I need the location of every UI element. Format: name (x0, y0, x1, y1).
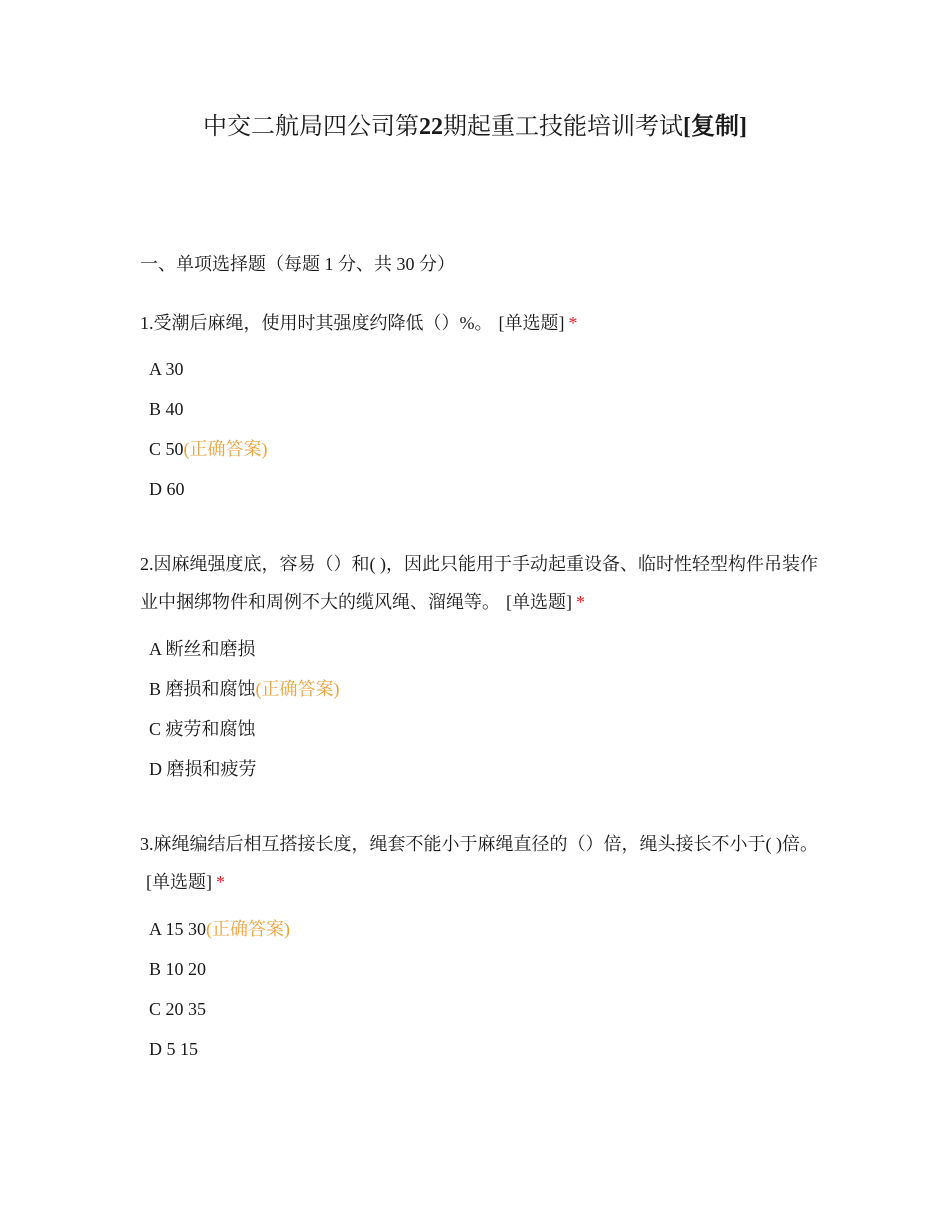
required-mark: * (576, 592, 585, 612)
question-text: 2.因麻绳强度底，容易（）和( )，因此只能用于手动起重设备、临时性轻型构件吊装作业中捆绑物件和周例不大的缆风绳、溜绳等。 (140, 554, 818, 612)
title-part1: 中交二航局四公司第 (203, 114, 419, 140)
option-2c: C 疲劳和腐蚀 (149, 719, 256, 739)
option-1d: D 60 (149, 479, 185, 499)
option-3a (149, 916, 290, 942)
option-3b: B 10 20 (149, 959, 207, 979)
option-1b: B 40 (149, 399, 184, 419)
option-2d: D 磨损和疲劳 (149, 759, 257, 779)
option-2b (149, 676, 340, 702)
question-type: [单选题] (498, 313, 565, 333)
option-1c (149, 436, 268, 462)
option-label: B 磨损和腐蚀 (149, 679, 256, 699)
option-label: C 50 (149, 439, 184, 459)
page-title (0, 110, 950, 144)
section-header: 一、单项选择题（每题 1 分、共 30 分） (140, 254, 455, 274)
option-3d: D 5 15 (149, 1039, 198, 1059)
question-type: [单选题] (146, 872, 212, 892)
question-1 (140, 304, 820, 342)
question-2 (140, 545, 820, 621)
option-1a: A 30 (149, 359, 184, 379)
question-type: [单选题] (506, 592, 572, 612)
title-part2: 期起重工技能培训考试 (443, 114, 683, 140)
question-text: 3.麻绳编结后相互搭接长度，绳套不能小于麻绳直径的（）倍，绳头接长不小于( )倍。 (140, 834, 818, 854)
title-number: 22 (419, 114, 443, 140)
option-label: A 15 30 (149, 919, 207, 939)
question-text: 1.受潮后麻绳，使用时其强度约降低（）%。 (140, 313, 493, 333)
option-2a: A 断丝和磨损 (149, 639, 256, 659)
required-mark: * (216, 872, 225, 892)
option-3c: C 20 35 (149, 999, 207, 1019)
correct-answer-tag: (正确答案) (255, 679, 340, 699)
question-3 (140, 825, 820, 901)
correct-answer-tag: (正确答案) (206, 919, 291, 939)
required-mark: * (568, 313, 578, 333)
title-suffix: [复制] (683, 114, 747, 140)
correct-answer-tag: (正确答案) (183, 439, 268, 459)
